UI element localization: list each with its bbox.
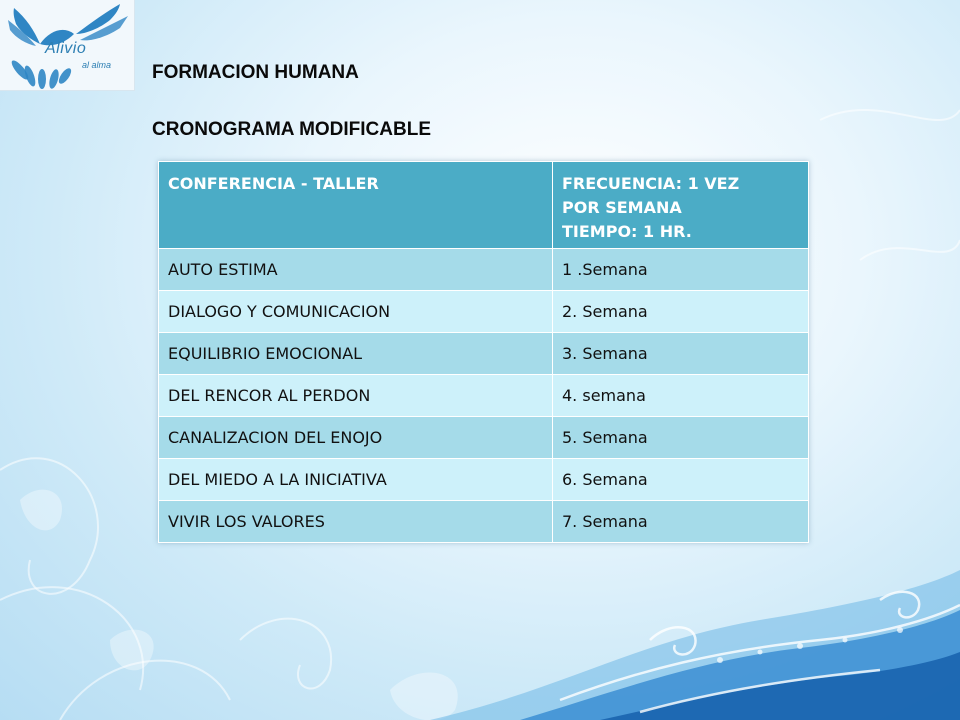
topic-cell: CANALIZACION DEL ENOJO [159,417,553,459]
table-row [159,333,809,375]
page-subtitle: CRONOGRAMA MODIFICABLE [152,119,431,140]
table-header-row [159,162,809,249]
header-frequency-line: POR SEMANA [562,198,682,217]
table-row [159,375,809,417]
header-time-line: TIEMPO: 1 HR. [562,222,692,241]
week-cell: 2. Semana [553,291,809,333]
topic-cell: DIALOGO Y COMUNICACION [159,291,553,333]
week-cell: 4. semana [553,375,809,417]
table-row [159,459,809,501]
week-cell: 5. Semana [553,417,809,459]
week-cell: 3. Semana [553,333,809,375]
header-frequency [553,162,809,249]
table-row [159,501,809,543]
topic-cell: DEL RENCOR AL PERDON [159,375,553,417]
table-row [159,249,809,291]
table-row [159,417,809,459]
header-frequency-line: FRECUENCIA: 1 VEZ [562,174,740,193]
topic-cell: VIVIR LOS VALORES [159,501,553,543]
table-row [159,291,809,333]
week-cell: 7. Semana [553,501,809,543]
schedule-table [158,161,809,543]
topic-cell: DEL MIEDO A LA INICIATIVA [159,459,553,501]
topic-cell: AUTO ESTIMA [159,249,553,291]
week-cell: 6. Semana [553,459,809,501]
week-cell: 1 .Semana [553,249,809,291]
topic-cell: EQUILIBRIO EMOCIONAL [159,333,553,375]
logo [0,0,135,91]
header-topic: CONFERENCIA - TALLER [159,162,553,249]
logo-name: Alivio [45,40,87,57]
page-title: FORMACION HUMANA [152,62,359,83]
logo-subtitle: al alma [82,60,112,70]
